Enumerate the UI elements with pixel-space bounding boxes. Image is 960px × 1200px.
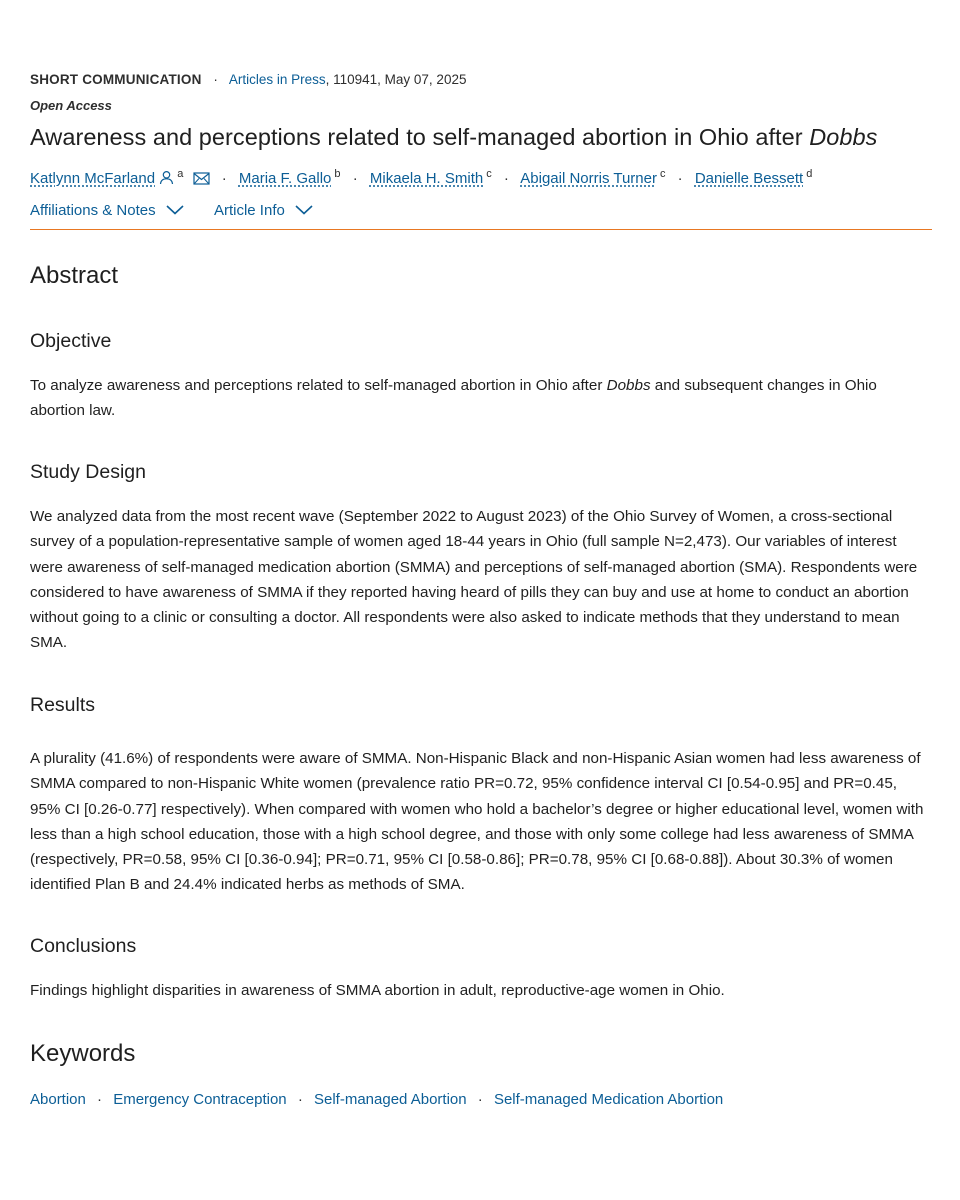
affiliation-marker: a [177,168,184,180]
article-meta [30,72,466,87]
author-link[interactable]: Danielle Bessett [694,170,804,187]
author-link[interactable]: Abigail Norris Turner [520,170,657,187]
keyword-separator: · [97,1091,103,1108]
author-link[interactable]: Maria F. Gallo [238,170,332,187]
affiliation-marker: b [334,168,341,180]
keyword-link[interactable]: Self-managed Medication Abortion [493,1091,724,1108]
affiliations-toggle[interactable] [30,202,184,219]
article-info-toggle-label: Article Info [213,202,285,219]
study-design-text: We analyzed data from the most recent wave (September 2022 to August 2023) of the Ohio Survey of Women, a cross-sectional survey of a population-representative sample of women aged 18-44 years in Ohio (full sample N=2,473). Our variables of interest were awareness of self-managed medication abortion (SMMA) and perceptions of self-managed abortion (SMA). Respondents were considered to have awareness of SMMA if they reported having heard of pills they can buy and use at home to conduct an abortion without going to a clinic or consulting a doctor. All respondents were also asked to indicate methods that they understand to mean SMA. [30,508,918,652]
conclusions-text: Findings highlight disparities in awareness of SMMA abortion in adult, reproductive-age women in Ohio. [30,982,725,999]
title-text: Awareness and perceptions related to self-managed abortion in Ohio after [30,124,810,150]
abstract-heading: Abstract [30,262,119,289]
keyword-link[interactable]: Emergency Contraception [113,1091,287,1108]
affiliation-marker: c [659,168,666,180]
author-separator: · [503,170,509,187]
author-link[interactable]: Mikaela H. Smith [369,170,484,187]
results-heading: Results [30,694,96,716]
chevron-down-icon [295,202,313,219]
objective-heading: Objective [30,330,112,352]
objective-text [30,373,930,424]
article-title [30,124,877,151]
keyword-list [30,1091,723,1108]
author-list [30,168,812,189]
affiliations-toggle-label: Affiliations & Notes [30,202,156,219]
objective-text-part: and subsequent changes in Ohio abortion law. [30,377,877,420]
conclusions-heading: Conclusions [30,935,137,957]
author-separator: · [677,170,683,187]
open-access-label: Open Access [30,98,112,113]
objective-text-italic: Dobbs [606,377,651,394]
results-text: A plurality (41.6%) of respondents were aware of SMMA. Non-Hispanic Black and non-Hispanic Asian women had less awareness of SMMA compared to non-Hispanic White women (prevalence ratio PR=0.72, 95% confidence interval CI [0.54-0.95] and PR=0.45, 95% CI [0.26-0.77] respectively). When compared with women who hold a bachelor’s degree or higher educational level, women with less than a high school education, those with a high school degree, and those with only some college had less awareness of SMMA (respectively, PR=0.58, 95% CI [0.36-0.94]; PR=0.71, 95% CI [0.58-0.86]; PR=0.78, 95% CI [0.68-0.88]). About 30.3% of women identified Plan B and 24.4% indicated herbs as methods of SMA. [30,750,924,894]
articles-in-press-link[interactable]: Articles in Press [228,72,326,87]
article-type: SHORT COMMUNICATION [30,72,202,87]
study-design-heading: Study Design [30,461,146,483]
author-link[interactable]: Katlynn McFarland [30,170,156,187]
keyword-separator: · [297,1091,303,1108]
title-italic: Dobbs [809,124,878,150]
keyword-link[interactable]: Self-managed Abortion [314,1091,467,1108]
author-separator: · [221,170,227,187]
meta-separator: · [213,72,218,87]
objective-text-part: To analyze awareness and perceptions related to self-managed abortion in Ohio after [30,377,607,394]
person-icon[interactable] [159,170,174,189]
citation-info: , 110941, May 07, 2025 [325,72,467,87]
article-info-toggle[interactable] [214,202,313,219]
affiliation-marker: c [486,168,492,180]
header-divider [30,229,932,230]
keyword-link[interactable]: Abortion [30,1091,86,1108]
keyword-separator: · [477,1091,483,1108]
article-toggles [30,202,313,219]
envelope-icon[interactable] [193,172,210,189]
author-separator: · [352,170,358,187]
chevron-down-icon [166,202,184,219]
keywords-heading: Keywords [30,1040,136,1067]
affiliation-marker: d [806,168,813,180]
